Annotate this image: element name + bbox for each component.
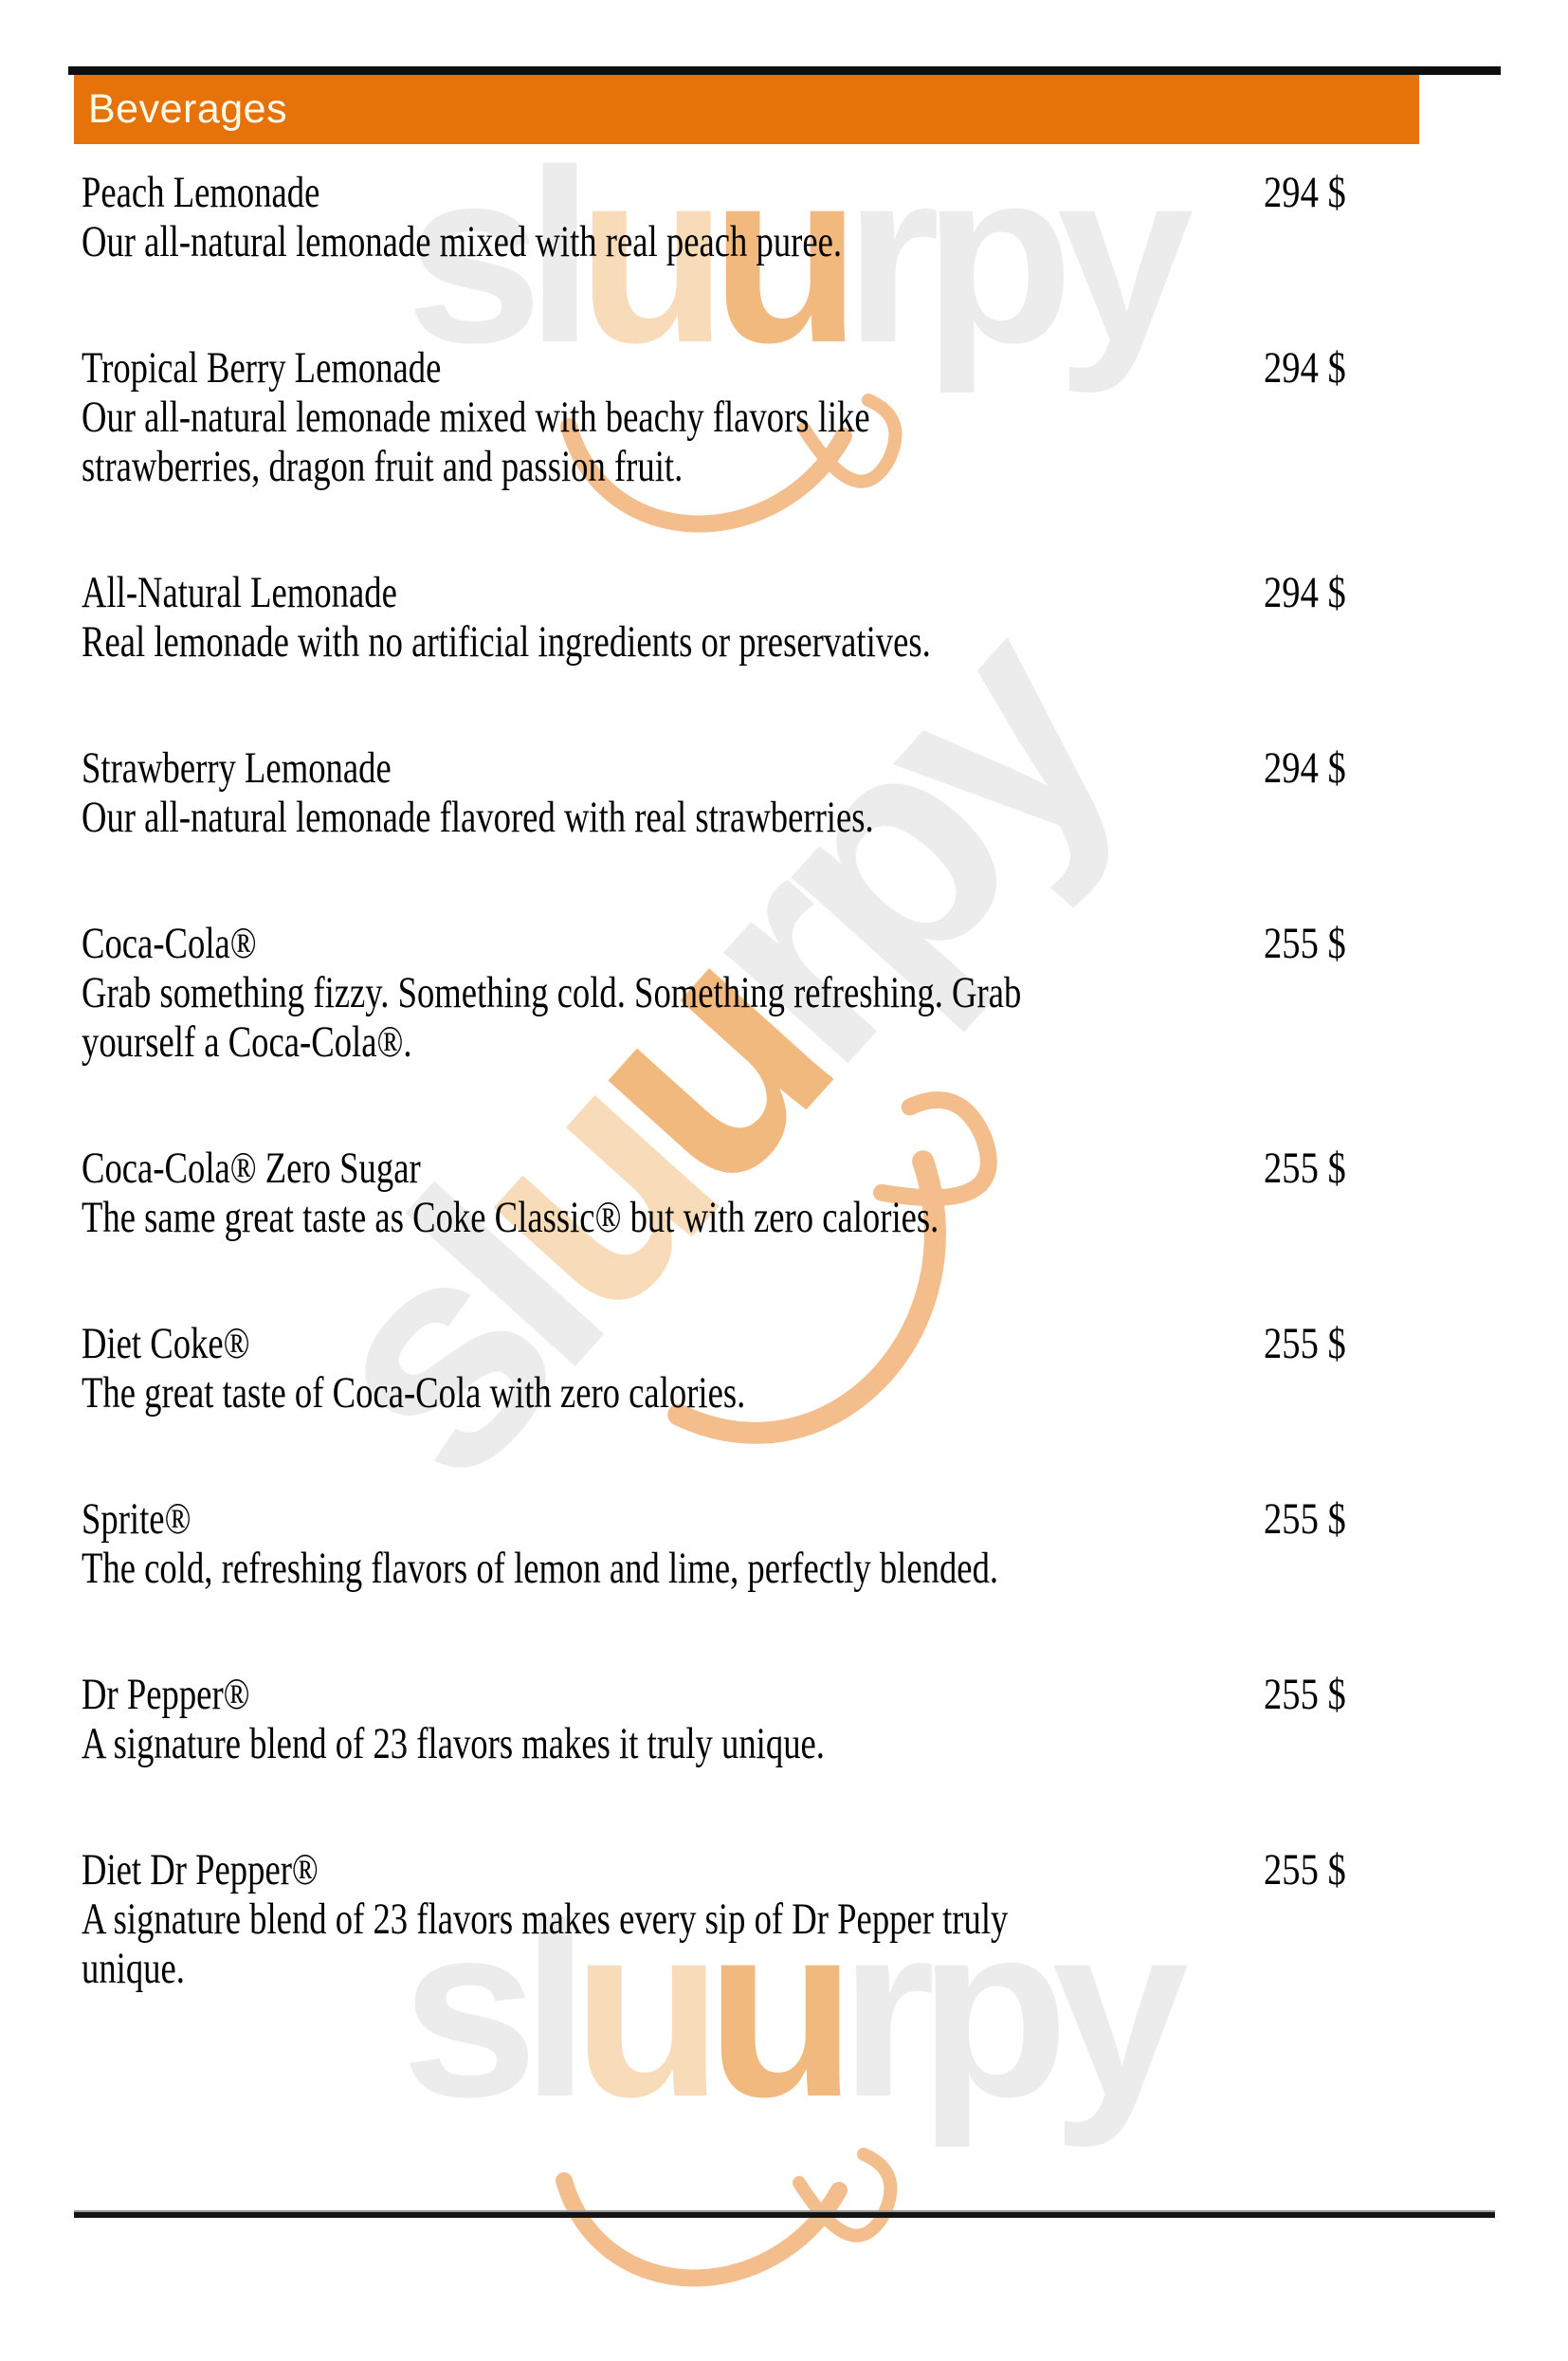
item-name-row (82, 1845, 1346, 1894)
item-description-line: The same great taste as Coke Classic® but with zero calories. (82, 1193, 939, 1242)
item-price: 255 $ (1264, 1670, 1346, 1719)
item-price: 294 $ (1264, 343, 1346, 393)
item-price: 255 $ (1264, 1319, 1346, 1368)
item-name: Coca-Cola® Zero Sugar (82, 1144, 421, 1193)
item-description-line: A signature blend of 23 flavors makes it truly unique. (82, 1719, 825, 1768)
item-description-line: Real lemonade with no artificial ingredients or preservatives. (82, 617, 931, 667)
item-description-line: strawberries, dragon fruit and passion fruit. (82, 442, 684, 491)
item-name-row (82, 568, 1346, 617)
item-price: 255 $ (1264, 1144, 1346, 1193)
top-rule (68, 66, 1501, 75)
menu-item (82, 743, 1346, 842)
menu-item (82, 919, 1346, 1067)
menu-item (82, 1845, 1346, 1993)
item-name: Diet Dr Pepper® (82, 1845, 319, 1894)
menu-item (82, 1670, 1346, 1768)
item-name-row (82, 1319, 1346, 1368)
item-price: 255 $ (1264, 1845, 1346, 1894)
item-description-line: The cold, refreshing flavors of lemon and lime, perfectly blended. (82, 1544, 999, 1593)
item-description-line: A signature blend of 23 flavors makes every sip of Dr Pepper truly (82, 1894, 1009, 1944)
item-name: Diet Coke® (82, 1319, 250, 1368)
item-description-line: Our all-natural lemonade mixed with beachy flavors like (82, 393, 870, 442)
item-name-row (82, 743, 1346, 793)
item-description-line: Our all-natural lemonade flavored with real strawberries. (82, 793, 874, 842)
item-description-line: yourself a Coca-Cola®. (82, 1017, 412, 1067)
item-name: Sprite® (82, 1494, 191, 1544)
item-name-row (82, 1494, 1346, 1544)
item-description-line: Our all-natural lemonade mixed with real peach puree. (82, 217, 843, 266)
section-header-bar (74, 75, 1419, 144)
menu-item (82, 568, 1346, 667)
menu-list (82, 168, 1346, 2070)
item-name: Strawberry Lemonade (82, 743, 392, 793)
item-name: Coca-Cola® (82, 919, 257, 968)
item-description-line: The great taste of Coca-Cola with zero calories. (82, 1368, 746, 1418)
menu-item (82, 168, 1346, 266)
item-name: Dr Pepper® (82, 1670, 250, 1719)
item-name-row (82, 168, 1346, 217)
item-description-line: unique. (82, 1944, 185, 1993)
item-description-line: Grab something fizzy. Something cold. Something refreshing. Grab (82, 968, 1022, 1017)
item-price: 255 $ (1264, 919, 1346, 968)
menu-item (82, 1319, 1346, 1418)
item-name-row (82, 919, 1346, 968)
item-price: 294 $ (1264, 168, 1346, 217)
item-name: All-Natural Lemonade (82, 568, 397, 617)
item-name-row (82, 1144, 1346, 1193)
item-name: Tropical Berry Lemonade (82, 343, 442, 393)
menu-item (82, 1494, 1346, 1593)
bottom-rule (74, 2210, 1495, 2218)
item-price: 294 $ (1264, 568, 1346, 617)
item-name-row (82, 343, 1346, 393)
menu-item (82, 343, 1346, 491)
item-name: Peach Lemonade (82, 168, 320, 217)
section-title: Beverages (88, 86, 288, 132)
item-name-row (82, 1670, 1346, 1719)
menu-item (82, 1144, 1346, 1242)
item-price: 255 $ (1264, 1494, 1346, 1544)
item-price: 294 $ (1264, 743, 1346, 793)
